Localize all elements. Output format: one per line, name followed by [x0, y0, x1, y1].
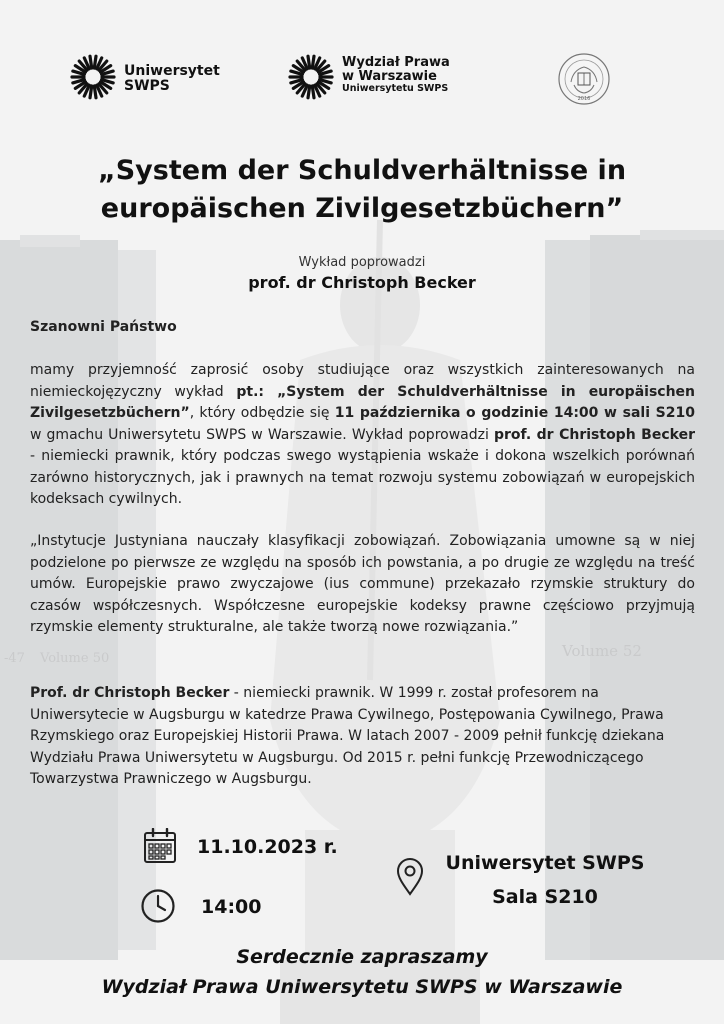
- invitation-paragraph: [30, 360, 695, 511]
- event-location-line1: Uniwersytet SWPS: [445, 852, 645, 874]
- location-pin-icon: [396, 858, 424, 896]
- para1-text1: mamy przyjemność zaprosić osoby studiujące oraz wszystkich zainteresowanych na niemieckojęzyczny wykład: [30, 362, 695, 400]
- page-title: [40, 152, 684, 228]
- book-left-spine-label: -47: [4, 651, 25, 666]
- clock-icon: [140, 888, 176, 924]
- faculty-logo-line3: Uniwersytetu SWPS: [342, 83, 449, 95]
- event-date: 11.10.2023 r.: [197, 836, 338, 858]
- lecturer-name: prof. dr Christoph Becker: [248, 273, 476, 292]
- para1-bold-lecturer: prof. dr Christoph Becker: [493, 426, 695, 443]
- closing-text: [0, 942, 724, 1002]
- para1-bold-datetime: 11 października o godzinie 14:00 w sali S210: [334, 405, 695, 421]
- sunburst-ray: [308, 86, 310, 98]
- swps-sunburst-icon: [70, 54, 116, 100]
- para1-text2: , który odbędzie się: [189, 405, 335, 421]
- society-seal-logo: [557, 52, 611, 106]
- faculty-sunburst-icon: [288, 54, 334, 100]
- title-line2: europäischen Zivilgesetzbüchern”: [100, 193, 624, 224]
- bio-name: Prof. dr Christoph Becker: [30, 685, 230, 701]
- para1-text4: - niemiecki prawnik, który podczas swego wystąpienia wskaże i dokona wszelkich porównań zarówno historycznych, jak i prawnych na temat rozwoju systemu zobowiązań w europejskich kodeksach cywilnych.: [30, 448, 695, 507]
- sunburst-ray: [90, 86, 92, 98]
- closing-line2: Wydział Prawa Uniwersytetu SWPS w Warszawie: [101, 976, 623, 998]
- para1-text3: w gmachu Uniwersytetu SWPS w Warszawie. Wykład poprowadzi: [30, 426, 494, 443]
- bio-paragraph: [30, 683, 695, 791]
- event-location-line2: Sala S210: [492, 886, 598, 908]
- quote-paragraph: „Instytucje Justyniana nauczały klasyfikacji zobowiązań. Zobowiązania umowne są w niej podzielone po pierwsze ze względu na sposób ich powstania, a po drugie ze względu na treść umów. Europejskie prawo zwyczajowe (ius commune) przekazało rzymskie struktury do czasów współczesnych. Współczesne europejskie kodeksy prawne częściowo przyjmują rzymskie elementy strukturalne, ale także tworzą nowe rozwiązania.”: [30, 533, 695, 635]
- greeting: Szanowni Państwo: [30, 319, 177, 335]
- sunburst-ray: [308, 56, 310, 68]
- sunburst-ray: [94, 56, 96, 68]
- event-time: 14:00: [201, 896, 262, 918]
- swps-logo: [70, 54, 230, 102]
- swps-logo-line2: SWPS: [124, 77, 170, 94]
- sunburst-ray: [90, 56, 92, 68]
- faculty-logo-line1: Wydział Prawa: [342, 55, 450, 70]
- sunburst-ray: [94, 86, 96, 98]
- faculty-logo-line2: w Warszawie: [342, 68, 437, 84]
- calendar-icon: [143, 828, 177, 864]
- book-left-volume-label: Volume 50: [40, 651, 110, 666]
- title-line1: „System der Schuldverhältnisse in: [97, 155, 627, 186]
- seal-year: 2016: [577, 96, 591, 102]
- para1-bold-title: pt.: „System der Schuldverhältnisse in europäischen Zivilgesetzbüchern”: [30, 383, 696, 421]
- sunburst-ray: [312, 86, 314, 98]
- closing-line1: Serdecznie zapraszamy: [236, 946, 488, 968]
- book-right-volume-label: Volume 52: [562, 642, 642, 660]
- faculty-logo: [288, 52, 458, 102]
- swps-logo-line1: Uniwersytet: [124, 63, 220, 79]
- bio-text: - niemiecki prawnik. W 1999 r. został profesorem na Uniwersytecie w Augsburgu w katedrze Prawa Cywilnego, Postępowania Cywilnego, Prawa Rzymskiego oraz Europejskiej Historii Prawa. W latach 2007 - 2009 pełnił funkcję dziekana Wydziału Prawa Uniwersytetu w Augsburgu. Od 2015 r. pełni funkcję Przewodniczącego Towarzystwa Prawniczego w Augsburgu.: [30, 685, 665, 787]
- sunburst-ray: [312, 56, 314, 68]
- lecturer-intro: Wykład poprowadzi: [298, 255, 426, 270]
